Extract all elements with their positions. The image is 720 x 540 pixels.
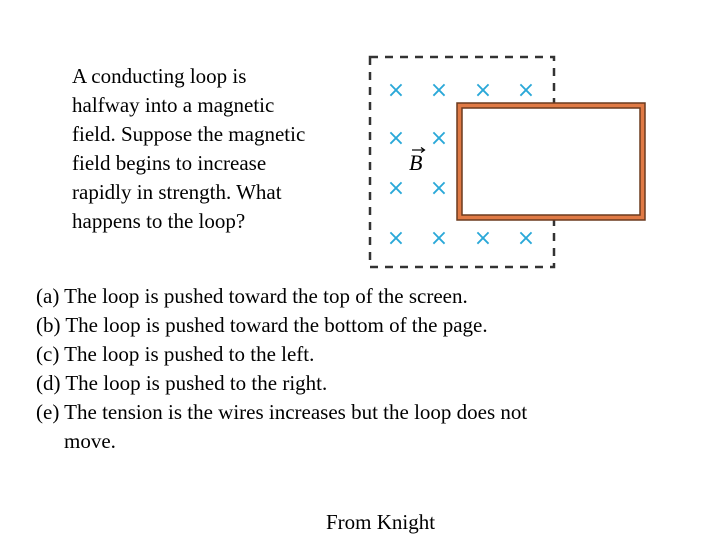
choice-a: (a) The loop is pushed toward the top of the screen. xyxy=(36,284,468,308)
field-x-icon: × xyxy=(473,78,493,103)
field-x-icon: × xyxy=(429,126,449,151)
question-line: halfway into a magnetic xyxy=(72,93,275,117)
answer-choices xyxy=(36,282,556,456)
field-x-icon: × xyxy=(429,226,449,251)
field-x-icon: × xyxy=(386,226,406,251)
question-line: rapidly in strength. What xyxy=(72,180,282,204)
question-line: A conducting loop is xyxy=(72,64,247,88)
field-x-icon: × xyxy=(386,126,406,151)
field-x-icon: × xyxy=(386,176,406,201)
choice-b: (b) The loop is pushed toward the bottom of the page. xyxy=(36,313,488,337)
field-x-icon: × xyxy=(429,176,449,201)
field-x-icon: × xyxy=(473,226,493,251)
question-line: field. Suppose the magnetic xyxy=(72,122,306,146)
field-x-icon: × xyxy=(516,226,536,251)
field-vector-label xyxy=(409,148,425,176)
source-credit: From Knight xyxy=(326,510,436,534)
field-label: B xyxy=(409,150,423,175)
choice-c: (c) The loop is pushed to the left. xyxy=(36,342,315,366)
conducting-loop-inner xyxy=(462,108,640,215)
choice-d: (d) The loop is pushed to the right. xyxy=(36,371,328,395)
field-x-icon: × xyxy=(429,78,449,103)
field-x-icon: × xyxy=(516,78,536,103)
question-line: happens to the loop? xyxy=(72,209,246,233)
field-x-icon: × xyxy=(386,78,406,103)
choice-e: (e) The tension is the wires increases but the loop does not move. xyxy=(36,400,528,453)
question-line: field begins to increase xyxy=(72,151,267,175)
